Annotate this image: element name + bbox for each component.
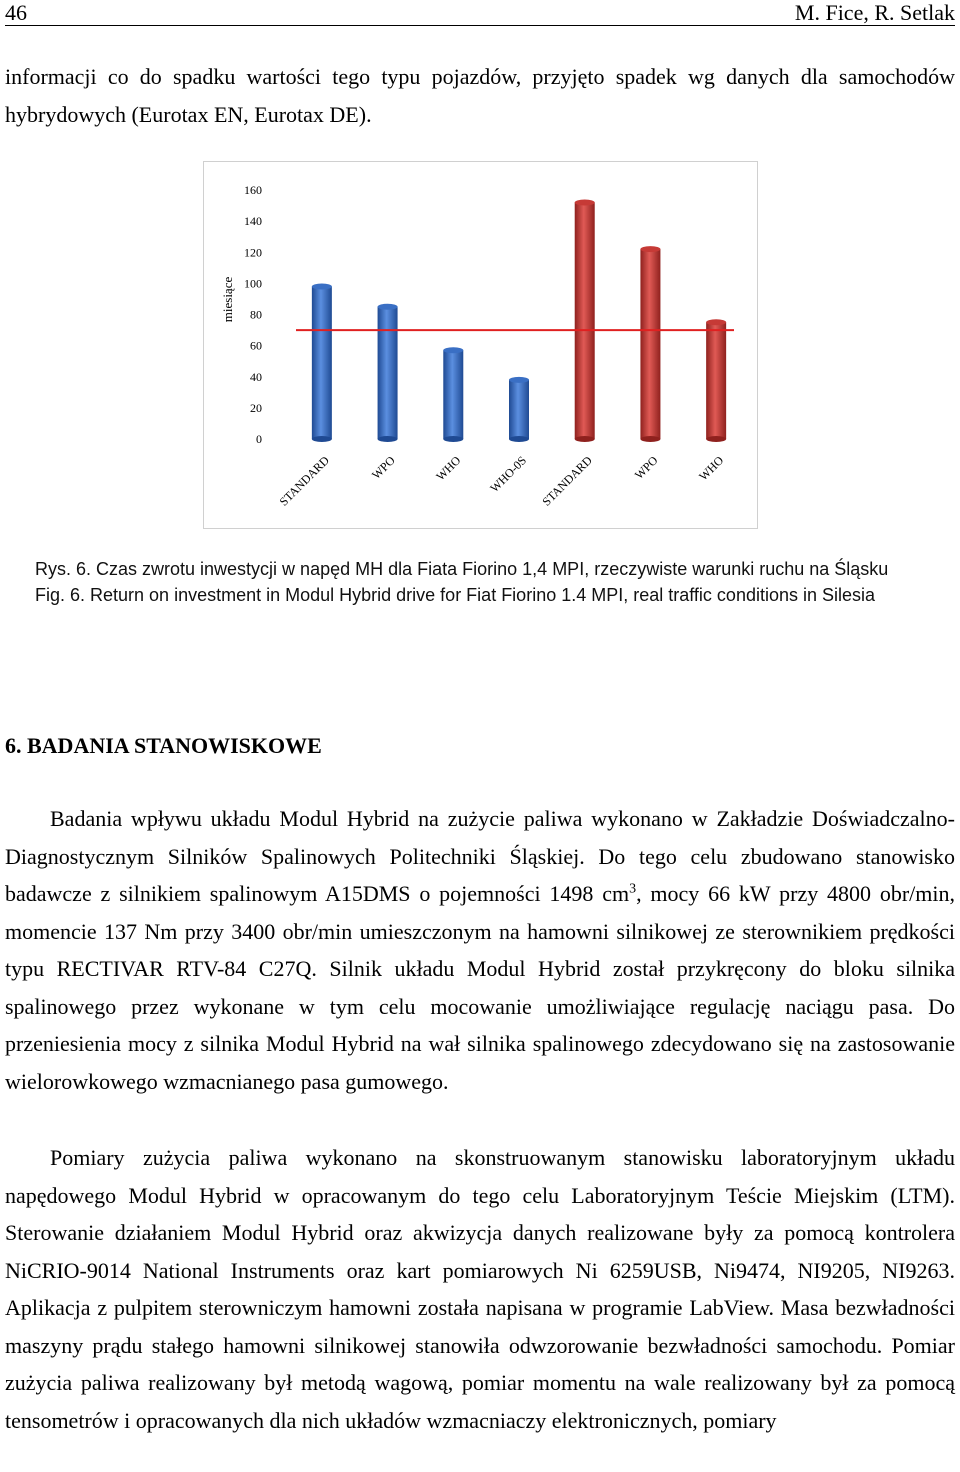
chart-bar-base xyxy=(443,436,463,442)
chart-bar-top xyxy=(378,304,398,310)
paragraph-1-rest: , mocy 66 kW przy 4800 obr/min, momencie 137 Nm przy 3400 obr/min umieszczonym na hamowni silnikowej ze sterownikiem prędkości typu RECTIVAR RTV-84 C27Q. Silnik układu Modul Hybrid został przykręcony do bloku silnika spalinowego przez wykonane w tym celu mocowanie umożliwiające regulację naciągu pasa. Do przeniesienia mocy z silnika Modul Hybrid na wał silnika spalinowego zdecydowano się na zastosowanie wielorowkowego wzmacnianego pasa gumowego. xyxy=(5,881,956,1094)
y-tick-label: 160 xyxy=(244,183,262,197)
chart-bar-top xyxy=(443,347,463,353)
y-tick-label: 40 xyxy=(250,369,262,384)
header-rule xyxy=(5,25,955,26)
body-paragraph-1 xyxy=(5,800,955,1100)
chart-bar-base xyxy=(706,436,726,442)
x-tick-label: WHO xyxy=(696,453,727,484)
chart-bar-base xyxy=(509,436,529,442)
y-tick-label: 80 xyxy=(250,307,262,322)
page-number: 46 xyxy=(5,0,27,25)
bar-chart xyxy=(204,162,757,528)
x-tick-label: STANDARD xyxy=(276,453,332,509)
caption-polish: Rys. 6. Czas zwrotu inwestycji w napęd MH dla Fiata Fiorino 1,4 MPI, rzeczywiste warunki ruchu na Śląsku xyxy=(35,559,889,579)
running-authors: M. Fice, R. Setlak xyxy=(794,0,955,25)
chart-bar xyxy=(312,286,332,439)
chart-bar-base xyxy=(575,436,595,442)
chart-bar-base xyxy=(640,436,660,442)
paragraph-1-text: Badania wpływu układu Modul Hybrid na zużycie paliwa wykonano w Zakładzie Doświadczalno- Diagnostycznym Silników Spalinowych Politechniki Śląskiej. Do tego celu zbudowano stanowisko badawcze z silnikiem spalinowym A15DMS o pojemności 1498 cm xyxy=(5,806,955,906)
chart-bar xyxy=(706,322,726,439)
y-tick-label: 60 xyxy=(250,338,262,353)
figure-caption xyxy=(35,556,955,608)
chart-bar-top xyxy=(312,283,332,289)
x-tick-label: STANDARD xyxy=(539,453,595,509)
y-axis-label: miesiące xyxy=(220,276,235,323)
y-tick-label: 120 xyxy=(244,245,262,260)
y-tick-label: 100 xyxy=(244,276,262,291)
chart-bar xyxy=(378,307,398,439)
x-tick-label: WPO xyxy=(631,453,661,482)
chart-bar-base xyxy=(312,436,332,442)
caption-english: Fig. 6. Return on investment in Modul Hybrid drive for Fiat Fiorino 1.4 MPI, real traffic conditions in Silesia xyxy=(35,585,876,605)
chart-bar xyxy=(575,202,595,439)
chart-bar-top xyxy=(509,377,529,383)
chart-bar xyxy=(509,380,529,439)
superscript-3: 3 xyxy=(629,881,637,897)
chart-bar-top xyxy=(706,319,726,325)
y-tick-label: 0 xyxy=(256,432,262,446)
chart-bar-top xyxy=(640,246,660,252)
body-paragraph-2: Pomiary zużycia paliwa wykonano na skonstruowanym stanowisku laboratoryjnym układu napędowego Modul Hybrid w opracowanym do tego celu Laboratoryjnym Teście Miejskim (LTM). Sterowanie działaniem Modul Hybrid oraz akwizycja danych realizowane były za pomocą kontrolera NiCRIO-9014 National Instruments oraz kart pomiarowych Ni 6259USB, Ni9474, NI9205, NI9263. Aplikacja z pulpitem sterowniczym hamowni została napisana w programie LabView. Masa bezwładności maszyny prądu stałego hamowni silnikowej stanowiła odwzorowanie bezwładności samochodu. Pomiar zużycia paliwa realizowany był metodą wagową, pomiar momentu na wale realizowany był za pomocą tensometrów i opracowanych dla nich układów wzmacniaczy elektronicznych, pomiary xyxy=(5,1145,955,1433)
x-tick-label: WPO xyxy=(368,453,398,482)
section-heading: 6. BADANIA STANOWISKOWE xyxy=(5,733,322,758)
chart-frame xyxy=(203,161,758,529)
chart-bar-top xyxy=(575,199,595,205)
x-tick-label: WHO xyxy=(433,453,464,484)
chart-bar xyxy=(640,249,660,439)
y-tick-label: 20 xyxy=(250,400,262,415)
chart-bar xyxy=(443,350,463,439)
y-tick-label: 140 xyxy=(244,214,262,229)
x-tick-label: WHO-0S xyxy=(487,453,530,496)
chart-bar-base xyxy=(378,436,398,442)
page-header xyxy=(5,0,955,26)
intro-paragraph: informacji co do spadku wartości tego typu pojazdów, przyjęto spadek wg danych dla samochodów hybrydowych (Eurotax EN, Eurotax DE). xyxy=(5,64,955,127)
